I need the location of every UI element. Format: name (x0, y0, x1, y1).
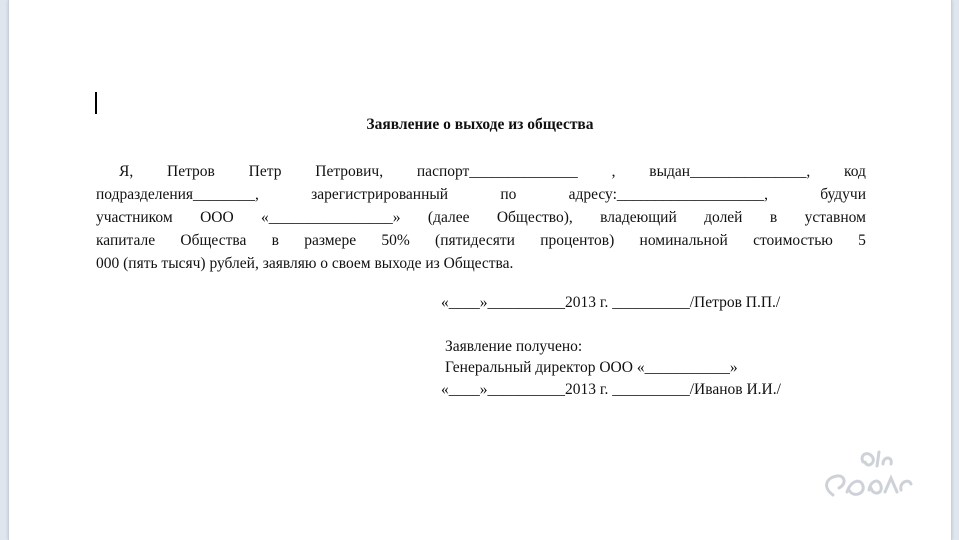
paragraph-line-4: капитале Общества в размере 50% (пятидесяти процентов) номинальной стоимостью 5 (96, 232, 866, 249)
paragraph-line-3: участником ООО «________________» (далее Общество), владеющий долей в уставном (96, 209, 866, 226)
paragraph-line-1: Я, Петров Петр Петрович, паспорт______________ , выдан_______________, код (119, 163, 866, 180)
text-cursor (95, 92, 97, 114)
received-label: Заявление получено: (445, 338, 583, 355)
document-title: Заявление о выходе из общества (366, 116, 594, 133)
application-paragraph (96, 160, 866, 275)
paragraph-line-5: 000 (пять тысяч) рублей, заявляю о своем выходе из Общества. (96, 255, 514, 272)
paragraph-line-2: подразделения________, зарегистрированный по адресу:___________________, будучи (96, 186, 866, 203)
received-director-line: Генеральный директор ООО «___________» (445, 359, 738, 376)
applicant-signature-line: «____»__________2013 г. __________/Петров П.П./ (441, 294, 781, 311)
director-signature-line: «____»__________2013 г. __________/Иванов И.И./ (441, 381, 781, 398)
watermark-logo (813, 440, 923, 510)
document-page (8, 0, 952, 540)
